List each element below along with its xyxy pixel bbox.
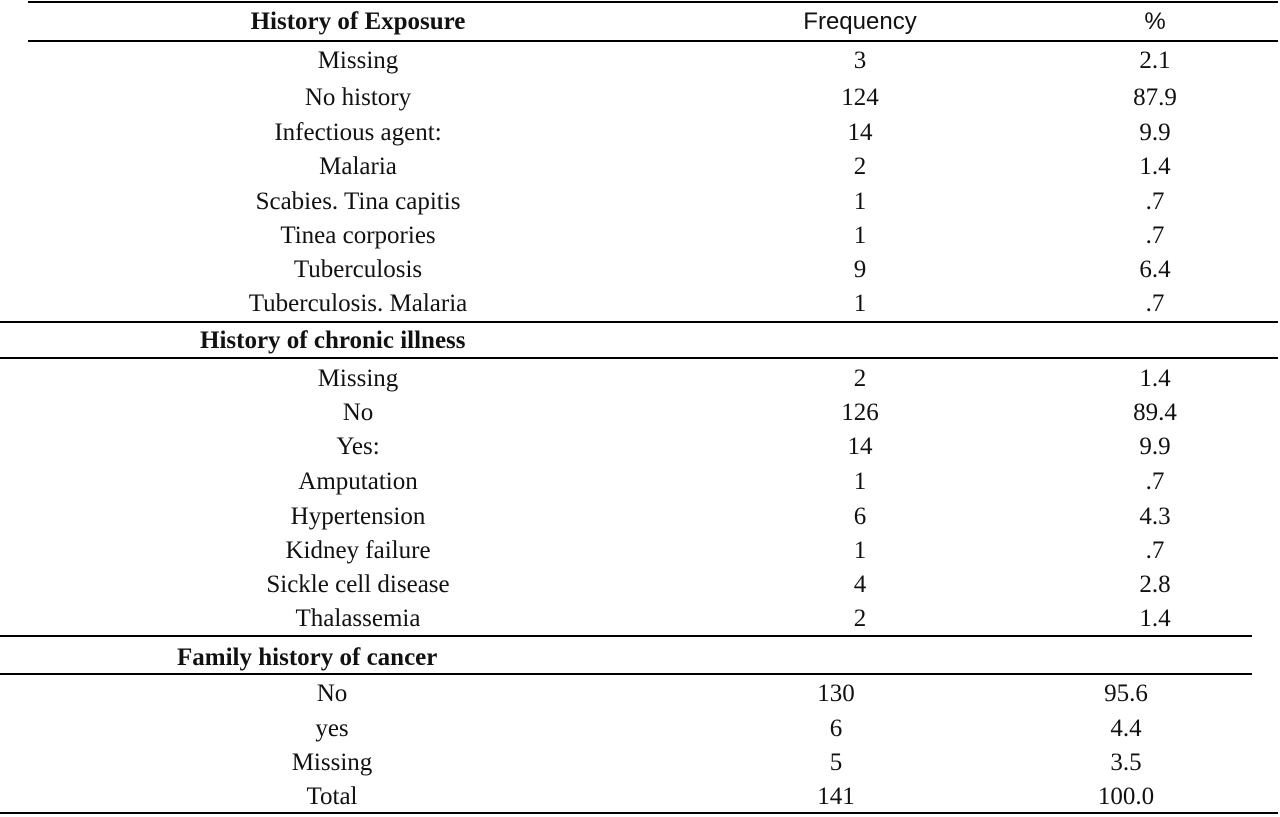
bottom-rule bbox=[0, 812, 1278, 814]
row-label: Sickle cell disease bbox=[266, 571, 450, 598]
column-header-history: History of Exposure bbox=[250, 8, 466, 35]
row-label: Missing bbox=[291, 749, 373, 776]
row-percent: 100.0 bbox=[1097, 783, 1155, 810]
row-label: Malaria bbox=[319, 153, 397, 180]
row-frequency: 124 bbox=[841, 84, 879, 111]
row-frequency: 1 bbox=[853, 468, 867, 495]
row-label: Tuberculosis. Malaria bbox=[248, 290, 468, 317]
section-rule-chronic-top bbox=[0, 321, 1278, 323]
row-percent: 2.1 bbox=[1139, 47, 1171, 74]
row-label: Missing bbox=[317, 365, 399, 392]
row-percent: 95.6 bbox=[1104, 680, 1148, 707]
column-header-percent: % bbox=[1144, 8, 1166, 35]
section-title-family-history: Family history of cancer bbox=[177, 644, 438, 671]
row-frequency: 126 bbox=[841, 399, 879, 426]
row-label: Yes: bbox=[336, 433, 380, 460]
row-frequency: 14 bbox=[847, 433, 873, 460]
section-title-chronic-illness: History of chronic illness bbox=[200, 327, 466, 354]
row-frequency: 9 bbox=[853, 256, 867, 283]
row-percent: .7 bbox=[1145, 537, 1165, 564]
row-percent: 87.9 bbox=[1133, 84, 1177, 111]
top-rule bbox=[28, 1, 1278, 3]
row-frequency: 4 bbox=[853, 571, 867, 598]
row-frequency: 1 bbox=[853, 537, 867, 564]
row-percent: 4.4 bbox=[1110, 715, 1142, 742]
row-frequency: 1 bbox=[853, 222, 867, 249]
header-rule bbox=[28, 40, 1278, 42]
row-percent: 89.4 bbox=[1133, 399, 1177, 426]
row-label: Total bbox=[306, 783, 358, 810]
row-percent: .7 bbox=[1145, 222, 1165, 249]
row-percent: 9.9 bbox=[1139, 119, 1171, 146]
row-percent: .7 bbox=[1145, 188, 1165, 215]
row-percent: 1.4 bbox=[1139, 365, 1171, 392]
row-frequency: 2 bbox=[853, 605, 867, 632]
row-label: Tuberculosis bbox=[293, 256, 423, 283]
row-frequency: 1 bbox=[853, 290, 867, 317]
row-percent: .7 bbox=[1145, 468, 1165, 495]
row-frequency: 130 bbox=[817, 680, 855, 707]
row-percent: 9.9 bbox=[1139, 433, 1171, 460]
row-label: Kidney failure bbox=[285, 537, 431, 564]
row-frequency: 6 bbox=[853, 503, 867, 530]
row-label: Amputation bbox=[298, 468, 418, 495]
row-label: Hypertension bbox=[290, 503, 426, 530]
row-label: Infectious agent: bbox=[274, 119, 442, 146]
row-label: Tinea corpories bbox=[280, 222, 436, 249]
row-percent: 6.4 bbox=[1139, 256, 1171, 283]
row-label: Missing bbox=[317, 47, 399, 74]
row-percent: .7 bbox=[1145, 290, 1165, 317]
row-label: Scabies. Tina capitis bbox=[255, 188, 461, 215]
row-percent: 3.5 bbox=[1110, 749, 1142, 776]
row-percent: 1.4 bbox=[1139, 153, 1171, 180]
section-rule-chronic-bottom bbox=[0, 357, 1278, 359]
row-frequency: 6 bbox=[829, 715, 843, 742]
row-label: No bbox=[342, 399, 374, 426]
row-label: No history bbox=[304, 84, 412, 111]
row-label: Thalassemia bbox=[295, 605, 421, 632]
row-frequency: 14 bbox=[847, 119, 873, 146]
row-frequency: 141 bbox=[817, 783, 855, 810]
row-percent: 2.8 bbox=[1139, 571, 1171, 598]
row-frequency: 5 bbox=[829, 749, 843, 776]
row-percent: 4.3 bbox=[1139, 503, 1171, 530]
section-rule-family-top bbox=[0, 635, 1252, 637]
row-frequency: 3 bbox=[853, 47, 867, 74]
section-rule-family-bottom bbox=[0, 673, 1252, 675]
row-label: yes bbox=[315, 715, 349, 742]
column-header-frequency: Frequency bbox=[803, 8, 917, 35]
row-frequency: 2 bbox=[853, 365, 867, 392]
row-frequency: 1 bbox=[853, 188, 867, 215]
row-label: No bbox=[316, 680, 348, 707]
row-frequency: 2 bbox=[853, 153, 867, 180]
row-percent: 1.4 bbox=[1139, 605, 1171, 632]
